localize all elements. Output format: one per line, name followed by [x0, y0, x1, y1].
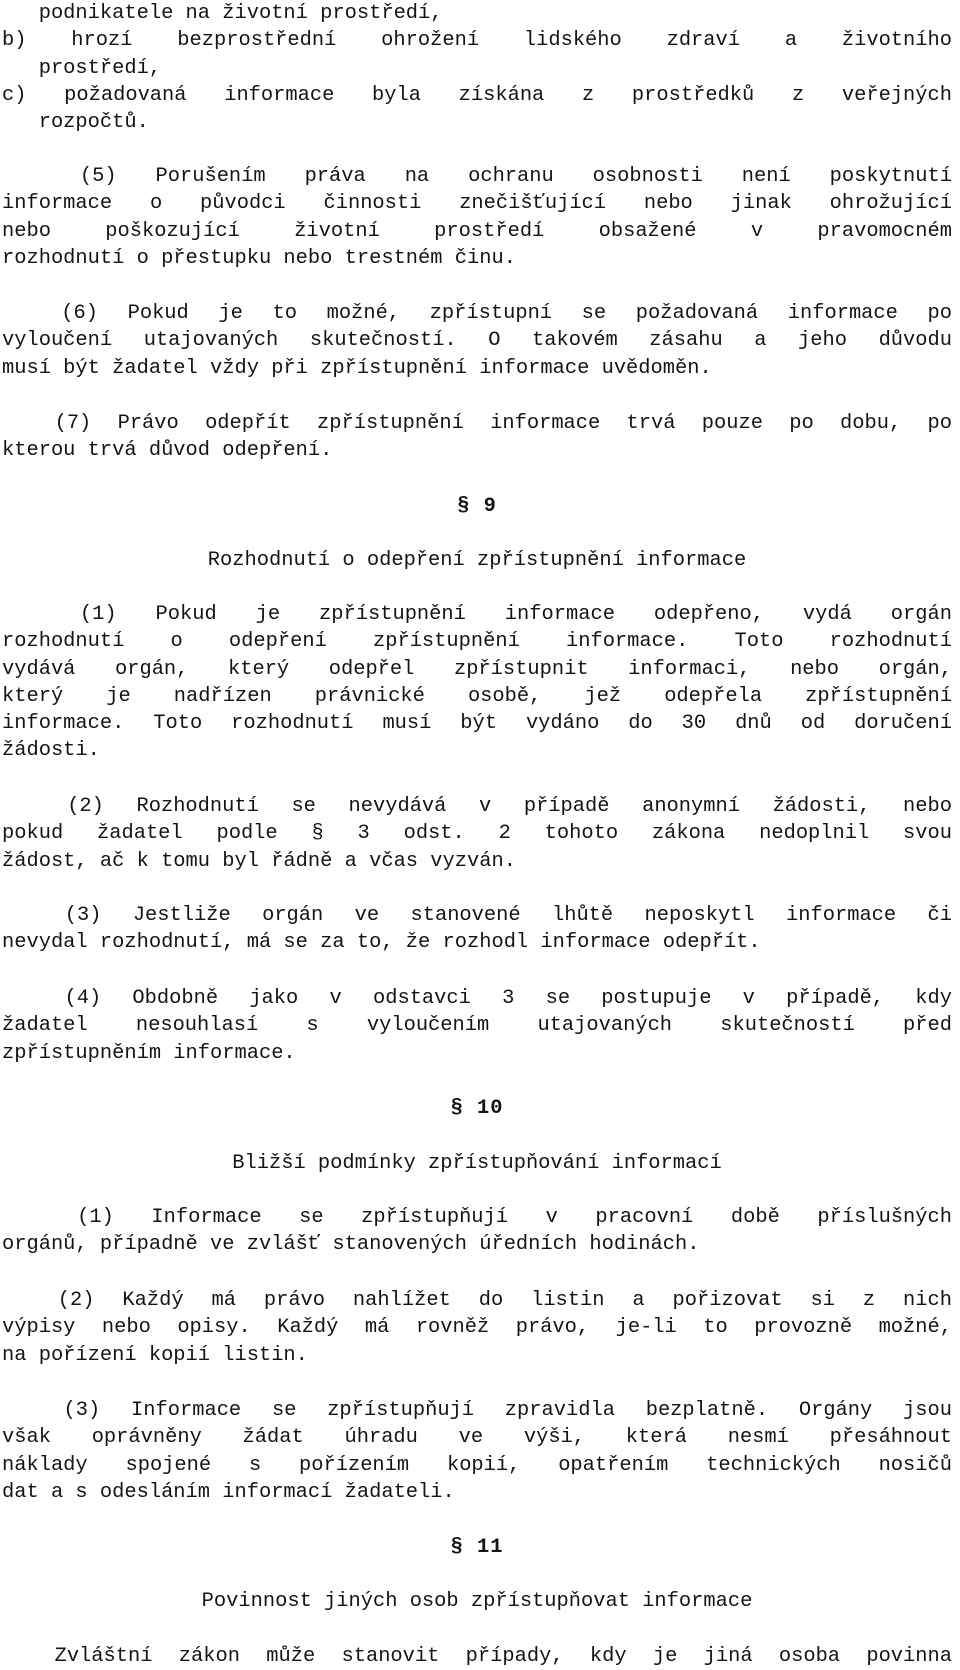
text-line: rozhodnutí o přestupku nebo trestném činu.: [2, 246, 516, 270]
paragraph-9-4: [2, 985, 952, 1067]
text-line: musí být žadatel vždy při zpřístupnění informace uvědoměn.: [2, 356, 712, 380]
text-line: informace. Toto rozhodnutí musí být vydáno do 30 dnů od doručení: [2, 712, 952, 736]
text-line: (1) Pokud je zpřístupnění informace odepřeno, vydá orgán: [2, 603, 952, 626]
paragraph-8-7: [2, 410, 952, 465]
text-line: však oprávněny žádat úhradu ve výši, která nesmí přesáhnout: [2, 1426, 952, 1450]
text-line: zpřístupněním informace.: [2, 1041, 296, 1065]
text-line: (2) Rozhodnutí se nevydává v případě anonymní žádosti, nebo: [2, 795, 952, 818]
text-line: (1) Informace se zpřístupňují v pracovní době příslušných: [2, 1206, 952, 1229]
text-line: (7) Právo odepřít zpřístupnění informace trvá pouze po dobu, po: [2, 412, 952, 435]
text-line: podnikatele na životní prostředí,: [2, 2, 443, 25]
text-line: (4) Obdobně jako v odstavci 3 se postupuje v případě, kdy: [2, 987, 952, 1010]
text-line: žádost, ač k tomu byl řádně a včas vyzván.: [2, 849, 516, 873]
section-11-heading: § 11: [450, 1536, 504, 1559]
text-line: (6) Pokud je to možné, zpřístupní se požadovaná informace po: [2, 302, 952, 325]
paragraph-10-3: [2, 1397, 952, 1506]
text-line: vydává orgán, který odepřel zpřístupnit informaci, nebo orgán,: [2, 657, 952, 681]
text-line: na pořízení kopií listin.: [2, 1343, 308, 1367]
text-line: nevydal rozhodnutí, má se za to, že rozhodl informace odepřít.: [2, 931, 761, 955]
text-line: výpisy nebo opisy. Každý má rovněž právo, je-li to provozně možné,: [2, 1316, 952, 1340]
paragraph-10-2: [2, 1287, 952, 1369]
section-9-title: Rozhodnutí o odepření zpřístupnění informace: [207, 549, 747, 572]
paragraph-9-2: [2, 793, 952, 875]
section-10-title: Bližší podmínky zpřístupňování informací: [232, 1152, 722, 1175]
text-line: Zvláštní zákon může stanovit případy, kdy je jiná osoba povinna: [2, 1645, 952, 1668]
text-line: nebo poškozující životní prostředí obsažené v pravomocném: [2, 219, 952, 243]
text-line: (3) Jestliže orgán ve stanovené lhůtě neposkytl informace či: [2, 904, 952, 927]
text-line: rozpočtů.: [2, 111, 149, 135]
section-10-heading: § 10: [450, 1097, 504, 1120]
paragraph-8-6: [2, 300, 952, 382]
text-line: pokud žadatel podle § 3 odst. 2 tohoto zákona nedoplnil svou: [2, 822, 952, 846]
text-line: informace o původci činnosti znečišťující nebo jinak ohrožující: [2, 192, 952, 216]
text-line: dat a s odesláním informací žadateli.: [2, 1480, 455, 1504]
text-line: orgánů, případně ve zvlášť stanovených úředních hodinách.: [2, 1233, 700, 1257]
text-line: b) hrozí bezprostřední ohrožení lidského zdraví a životního: [2, 29, 952, 53]
text-line: žadatel nesouhlasí s vyloučením utajovaných skutečností před: [2, 1014, 952, 1038]
paragraph-9-1: [2, 601, 952, 765]
paragraph-9-3: [2, 902, 952, 957]
text-line: žádosti.: [2, 739, 100, 763]
text-line: kterou trvá důvod odepření.: [2, 439, 333, 463]
section-9-heading: § 9: [457, 495, 497, 518]
paragraph-8-5: [2, 163, 952, 272]
list-continuation: [2, 0, 952, 136]
text-line: prostředí,: [2, 56, 162, 80]
text-line: který je nadřízen právnické osobě, jež odepřela zpřístupnění: [2, 684, 952, 708]
paragraph-10-1: [2, 1204, 952, 1259]
section-11-title: Povinnost jiných osob zpřístupňovat informace: [201, 1590, 753, 1613]
paragraph-11-1: [2, 1643, 952, 1670]
text-line: (5) Porušením práva na ochranu osobnosti není poskytnutí: [2, 165, 952, 188]
text-line: (3) Informace se zpřístupňují zpravidla bezplatně. Orgány jsou: [2, 1399, 952, 1422]
text-line: náklady spojené s pořízením kopií, opatřením technických nosičů: [2, 1453, 952, 1477]
text-line: rozhodnutí o odepření zpřístupnění informace. Toto rozhodnutí: [2, 630, 952, 654]
text-line: c) požadovaná informace byla získána z prostředků z veřejných: [2, 83, 952, 107]
text-line: (2) Každý má právo nahlížet do listin a pořizovat si z nich: [2, 1289, 952, 1312]
text-line: vyloučení utajovaných skutečností. O takovém zásahu a jeho důvodu: [2, 329, 952, 353]
